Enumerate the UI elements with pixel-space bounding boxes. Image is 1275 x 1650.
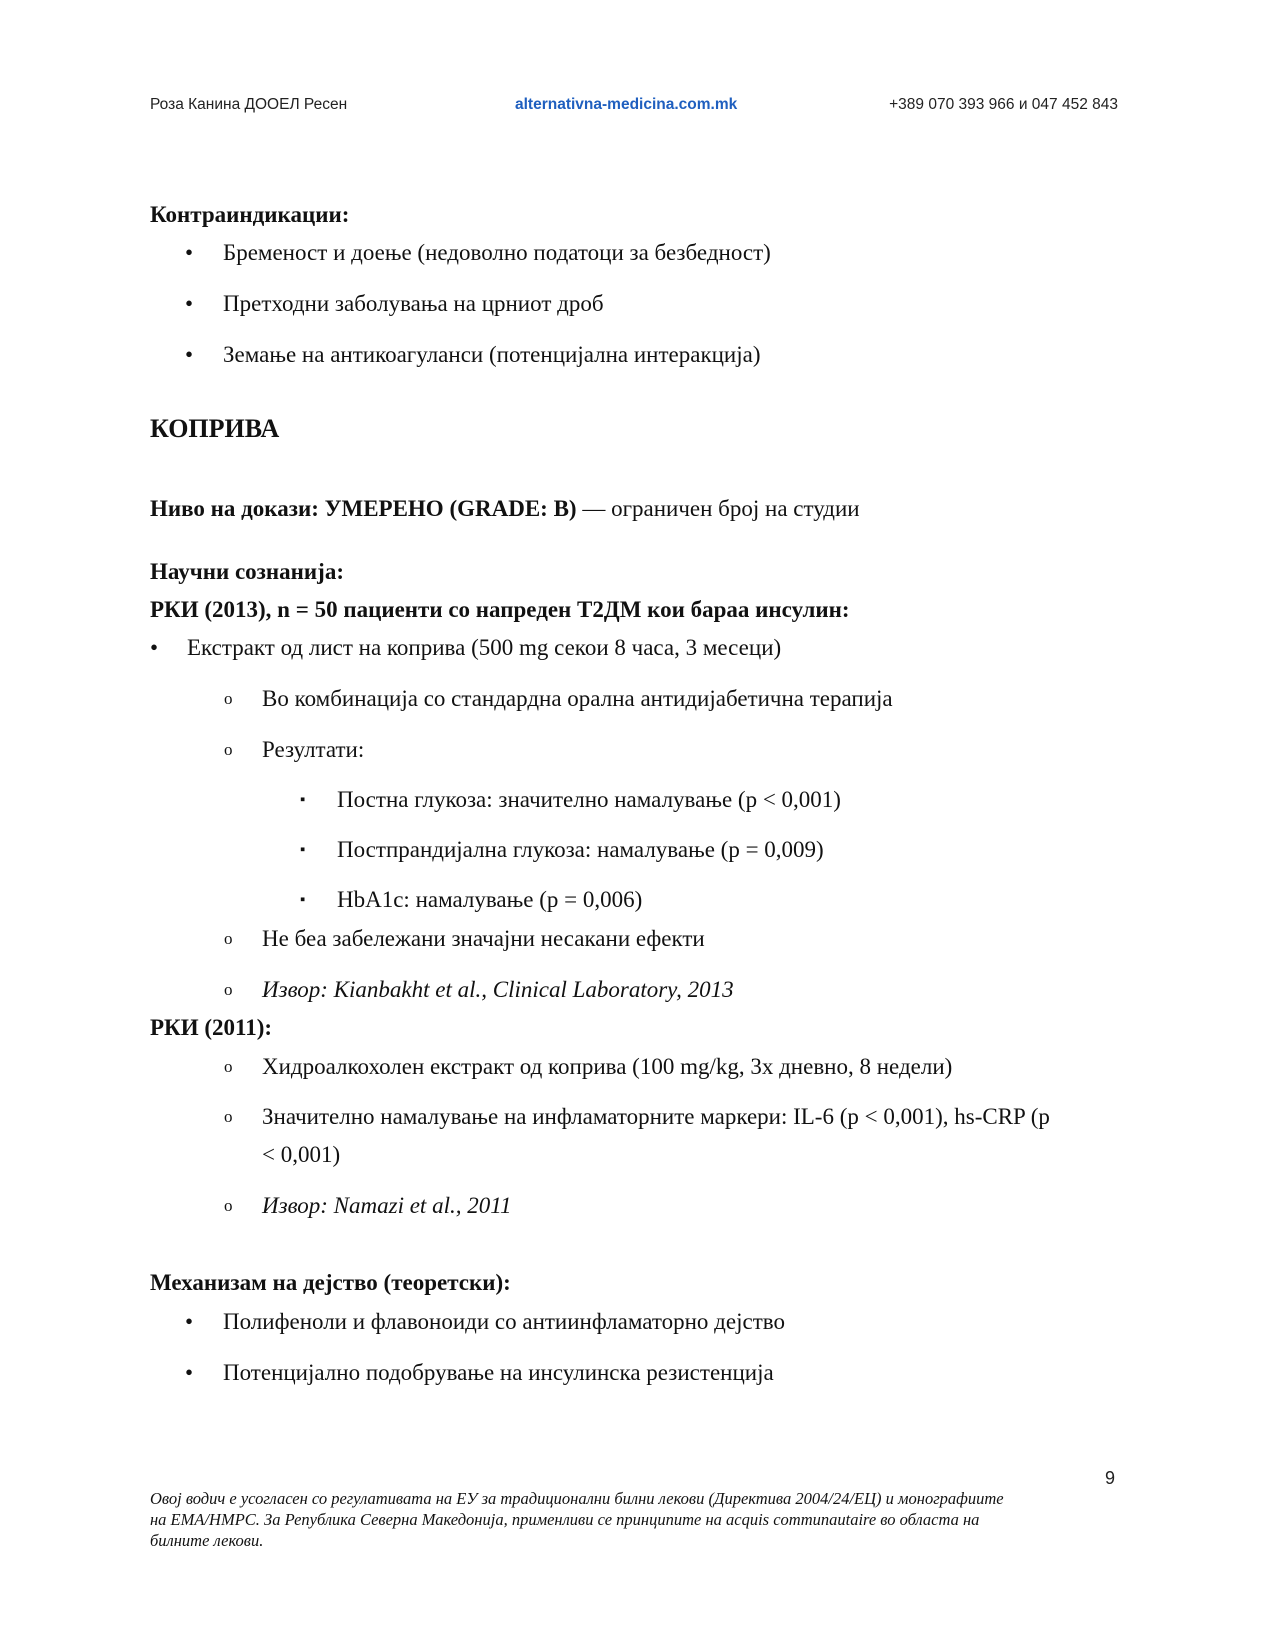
contraindications-title: Контраиндикации: [150,202,350,227]
footer-line: на EMA/HMPC. За Република Северна Македонија, применливи се принципите на acquis communautaire во областа на [150,1510,980,1529]
bullet-icon: • [185,240,194,265]
circle-bullet-icon: o [224,1196,233,1215]
bullet-icon: • [185,1360,194,1385]
list-item-text: Постна глукоза: значително намалување (p < 0,001) [337,787,841,812]
header-website-link[interactable]: alternativna-medicina.com.mk [515,96,738,113]
square-bullet-icon: ▪ [300,842,306,858]
circle-bullet-icon: o [224,1107,233,1126]
bullet-icon: • [185,291,194,316]
source-citation: Извор: Namazi et al., 2011 [262,1193,512,1218]
source-citation: Извор: Kianbakht et al., Clinical Laboratory, 2013 [262,977,734,1002]
footer-line: билните лекови. [150,1531,264,1550]
list-item-text: Бременост и доење (недоволно податоци за безбедност) [223,240,771,265]
list-item-text: Хидроалкохолен екстракт од коприва (100 mg/kg, 3x дневно, 8 недели) [262,1054,953,1079]
list-item-text: Резултати: [262,737,365,762]
bullet-icon: • [185,342,194,367]
list-item-text: Значително намалување на инфламаторните маркери: IL-6 (p < 0,001), hs-CRP (p [262,1104,1050,1129]
bullet-icon: • [150,635,159,660]
evidence-level [150,494,860,524]
list-item-text: Земање на антикоагуланси (потенцијална интеракција) [223,342,761,367]
science-title: Научни сознанија: [150,559,344,584]
circle-bullet-icon: o [224,1057,233,1076]
evidence-label: Ниво на докази: УМЕРЕНО (GRADE: B) [150,496,577,521]
page-header [150,96,1118,120]
page-footer [150,1488,1125,1551]
list-item-text: Потенцијално подобрување на инсулинска резистенција [223,1360,774,1385]
rct-2013-title: РКИ (2013), n = 50 пациенти со напреден Т2ДМ кои бараа инсулин: [150,597,850,622]
list-item-text: Во комбинација со стандардна орална антидијабетична терапија [262,686,893,711]
list-item-text: Претходни заболувања на црниот дроб [223,291,604,316]
header-company: Роза Канина ДООЕЛ Ресен [150,96,348,113]
list-item-text: Полифеноли и флавоноиди со антиинфламаторно дејство [223,1309,785,1334]
mechanism-title: Механизам на дејство (теоретски): [150,1270,511,1295]
list-item-text: Постпрандијална глукоза: намалување (p = 0,009) [337,837,824,862]
square-bullet-icon: ▪ [300,792,306,808]
page-number: 9 [1105,1468,1116,1488]
circle-bullet-icon: o [224,689,233,708]
list-item-text-continued: < 0,001) [262,1142,341,1167]
rct-2011-title: РКИ (2011): [150,1015,273,1040]
evidence-note: — ограничен број на студии [576,496,860,521]
section-title: КОПРИВА [150,414,280,443]
list-item-text: Екстракт од лист на коприва (500 mg секои 8 часа, 3 месеци) [187,635,782,660]
circle-bullet-icon: o [224,740,233,759]
list-item-text: HbA1c: намалување (p = 0,006) [337,887,643,912]
bullet-icon: • [185,1309,194,1334]
footer-line: Овој водич е усогласен со регулативата на ЕУ за традиционални билни лекови (Директива 2004/24/ЕЦ) и монографиите [150,1489,1004,1508]
circle-bullet-icon: o [224,929,233,948]
square-bullet-icon: ▪ [300,892,306,908]
header-phones: +389 070 393 966 и 047 452 843 [889,96,1118,113]
circle-bullet-icon: o [224,980,233,999]
list-item-text: Не беа забележани значајни несакани ефекти [262,926,705,951]
